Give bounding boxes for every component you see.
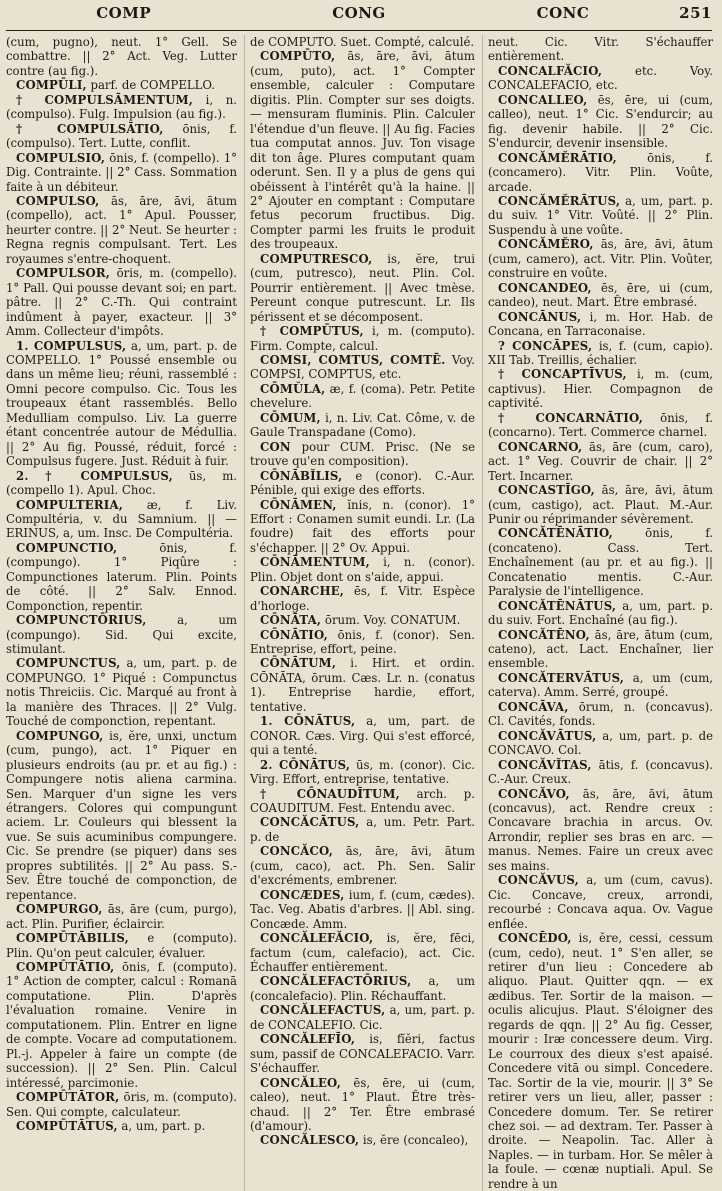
entry-headword: CONCALLEO,	[498, 92, 588, 107]
dictionary-entry	[488, 787, 713, 874]
dictionary-entry	[6, 1090, 237, 1119]
entry-text: arch. p. COAUDITUM. Fest. Entendu avec.	[250, 786, 475, 816]
dictionary-entry	[488, 237, 713, 280]
column-middle	[244, 35, 476, 1191]
entry-headword: CŌNĀBĬLIS,	[260, 468, 343, 483]
entry-headword: COMPŪTO,	[260, 49, 336, 64]
dictionary-entry	[488, 310, 713, 339]
entry-text: ās, āre (cum, caro), act. 1° Veg. Couvrir de chair. || 2° Tert. Incarner.	[488, 439, 713, 483]
entry-text: ās, āre, āvi, ātum (compello), act. 1° Apul. Pousser, heurter contre. || 2° Neut. Se heurter : Regna regnis compulsant. Tert. Les royaumes s'entre-choquent.	[6, 193, 237, 266]
entry-headword: CONARCHE,	[260, 584, 345, 599]
entry-text: a, um, part. p.	[117, 1118, 206, 1133]
entry-text: is, ĕre, trui (cum, putresco), neut. Plin. Col. Pourrir entièrement. || Avec tmèse. Pereunt conque putrescunt. Lr. Ils périssent et se décomposent.	[250, 251, 475, 324]
entry-headword: 2. CŌNĀTUS,	[260, 757, 351, 772]
entry-headword: COMPULSIO,	[16, 150, 106, 165]
entry-text: a, um, part. p. de COMPUNGO. 1° Piqué : Compunctus notis Threiciis. Cic. Marqué au front à la manière des Thraces. || 2° Vulg. Touché de componction, repentant.	[6, 656, 237, 729]
header-right: CONC	[536, 4, 590, 22]
entry-headword: CONCALFĂCIO,	[498, 63, 603, 78]
dictionary-entry	[488, 93, 713, 151]
entry-headword: CŌNĀTIO,	[260, 627, 328, 642]
entry-text: a, um, part. de CONOR. Cæs. Virg. Qui s'est efforcé, qui a tenté.	[250, 714, 475, 758]
dictionary-entry	[6, 1119, 237, 1133]
entry-headword: † CŌNAUDĪTUM,	[260, 786, 400, 801]
dictionary-entry	[250, 628, 475, 657]
entry-text: a, um (compungo). Sid. Qui excite, stimulant.	[6, 613, 237, 657]
entry-text: ōnis, f. (concateno). Cass. Tert. Enchaînement (au pr. et au fig.). || Concatenatio mentis. C.-Aur. Paralysie de l'intelligence.	[488, 526, 713, 599]
dictionary-entry	[250, 815, 475, 844]
entry-text: i, n. (conor). Plin. Objet dont on s'aide, appui.	[250, 555, 475, 584]
dictionary-entry	[488, 873, 713, 931]
entry-text: parf. de COMPELLO.	[86, 78, 215, 93]
entry-headword: † COMPŪTUS,	[260, 324, 364, 339]
entry-text: ās, āre, ātum (cum, cateno), act. Lact. Enchaîner, lier ensemble.	[488, 627, 713, 671]
dictionary-entry	[6, 613, 237, 656]
entry-text: i, n. (compulso). Fulg. Impulsion (au fig.).	[6, 92, 237, 122]
entry-text: ēs, ēre, ui (cum, candeo), neut. Mart. Être embrasé.	[488, 280, 713, 310]
entry-headword: CONCĂMĔRĀTUS,	[498, 193, 621, 208]
entry-headword: COMPULSOR,	[16, 266, 111, 281]
entry-text: is, ĕre (concaleo),	[359, 1133, 469, 1148]
dictionary-entry	[250, 1133, 475, 1147]
entry-text: æ, f. Liv. Compultéria, v. du Samnium. || — ERINUS, a, um. Insc. De Compultéria.	[6, 497, 237, 541]
entry-text: ūs, m. (compello 1). Apul. Choc.	[6, 468, 238, 498]
dictionary-entry	[6, 93, 237, 122]
dictionary-entry	[250, 469, 475, 498]
dictionary-entry	[250, 35, 475, 49]
entry-text: a, um, part. p. du suiv. Fort. Enchaîné (au fig.).	[488, 598, 713, 628]
dictionary-entry	[6, 469, 237, 498]
dictionary-entry	[250, 382, 475, 411]
entry-text: is, ĕre, fēci, factum (cum, calefacio), act. Cic. Échauffer entièrement.	[250, 931, 475, 974]
entry-text: ēs, ēre, ui (cum, caleo), neut. 1° Plaut. Être très-chaud. || 2° Ter. Être embrasé (d'amour).	[250, 1075, 475, 1133]
entry-text: ōnis, f. (conor). Sen. Entreprise, effort, peine.	[250, 627, 475, 657]
entry-text: ōris, m. (compello). 1° Pall. Qui pousse devant soi; en part. pâtre. || 2° C.-Th. Qui contraint indûment à payer, exacteur. || 3° Amm. Collecteur d'impôts.	[6, 266, 237, 339]
dictionary-entry	[250, 844, 475, 887]
dictionary-entry	[488, 281, 713, 310]
dictionary-entry	[6, 122, 237, 151]
entry-text: ās, āre, āvi, ātum (cum, camero), act. Vitr. Plin. Voûter, construire en voûte.	[488, 237, 713, 281]
dictionary-entry	[250, 584, 475, 613]
entry-text: ĭnis, n. (conor). 1° Effort : Conamen sumit eundi. Lr. (La foudre) fait des efforts pour s'échapper. || 2° Ov. Appui.	[250, 497, 475, 555]
entry-headword: † COMPULSĀMENTUM,	[16, 92, 193, 107]
entry-text: i, m. (computo). Firm. Compte, calcul.	[250, 324, 476, 353]
entry-text: a, um, part. p. de CONCALEFIO. Cic.	[250, 1003, 475, 1032]
dictionary-entry	[488, 671, 713, 700]
entry-headword: CONCĀVA,	[498, 699, 569, 714]
dictionary-entry	[250, 714, 475, 757]
dictionary-entry	[250, 411, 475, 440]
dictionary-entry	[250, 324, 475, 353]
entry-text: etc. Voy. CONCALEFACIO, etc.	[488, 63, 713, 93]
dictionary-entry	[6, 151, 237, 194]
entry-headword: CON	[260, 439, 291, 454]
entry-text: is, fĭĕri, factus sum, passif de CONCALEFACIO. Varr. S'échauffer.	[250, 1032, 475, 1076]
entry-text: ās, āre, āvi, ātum (cum, caco), act. Ph. Sen. Salir d'excréments, embrener.	[250, 844, 475, 888]
entry-headword: CONCANDEO,	[498, 280, 592, 295]
dictionary-entry	[250, 353, 475, 382]
entry-headword: COMPUNCTŌRIUS,	[16, 613, 147, 628]
entry-headword: COMPUNGO,	[16, 728, 104, 743]
entry-headword: CONCĂVĀTUS,	[498, 728, 597, 743]
entry-headword: CONCĀNUS,	[498, 309, 582, 324]
entry-text: a, um (cum, caterva). Amm. Serré, groupé.	[488, 670, 713, 700]
dictionary-entry	[488, 194, 713, 237]
running-head	[6, 4, 712, 30]
dictionary-entry	[488, 483, 713, 526]
entry-headword: † CONCARNĀTIO,	[498, 410, 643, 425]
entry-text: is, ĕre, unxi, unctum (cum, pungo), act. 1° Piquer en plusieurs endroits (au pr. et au fig.) : Compungere notis aliena carmina. Sen. Marquer d'un signe les vers étrangers. Colores qui compungunt aciem. Lr. Couleurs qui blessent la vue. Se suis acuminibus compungere. Cic. Se prendre (se piquer) dans ses propres subtilités. || 2° Au pass. S.-Sev. Être touché de componction, de repentance.	[6, 728, 237, 902]
entry-text: ōrum, n. (concavus). Cl. Cavités, fonds.	[488, 699, 713, 729]
entry-text: e (computo). Plin. Qu'on peut calculer, évaluer.	[6, 931, 237, 960]
entry-text: ās, āre, āvi, ātum (cum, castigo), act. Plaut. M.-Aur. Punir ou réprimander sévèrement.	[488, 483, 713, 526]
dictionary-entry	[488, 151, 713, 194]
entry-text: i, m. (cum, captivus). Hier. Compagnon de captivité.	[488, 367, 713, 411]
columns	[6, 35, 713, 1191]
dictionary-entry	[250, 787, 475, 816]
entry-headword: CONCĂTĒNĀTIO,	[498, 526, 613, 541]
dictionary-entry	[488, 339, 713, 368]
entry-text: ōnis, f. (compungo). 1° Piqûre : Compunctiones laterum. Plin. Points de côté. || 2° Salv. Ennod. Componction, repentir.	[6, 540, 237, 613]
entry-headword: COMPŪLI,	[16, 78, 87, 93]
entry-headword: † CONCAPTĪVUS,	[498, 367, 627, 382]
entry-text: ōris, m. (computo). Sen. Qui compte, calculateur.	[6, 1090, 237, 1119]
dictionary-entry	[6, 541, 237, 613]
dictionary-entry	[250, 49, 475, 251]
entry-headword: COMPŪTĀBILIS,	[16, 931, 129, 946]
entry-text: ōnis, f. (concarno). Tert. Commerce charnel.	[488, 410, 713, 440]
entry-text: æ, f. (coma). Petr. Petite chevelure.	[250, 381, 475, 411]
entry-headword: COMPULTERIA,	[16, 497, 123, 512]
entry-text: Voy. COMPSI, COMPTUS, etc.	[250, 352, 475, 382]
dictionary-entry	[250, 656, 475, 714]
dictionary-entry	[250, 1076, 475, 1134]
dictionary-entry	[488, 931, 713, 1191]
entry-headword: CONCĂMĔRO,	[498, 237, 594, 252]
header-right-group	[477, 4, 712, 22]
entry-headword: CONCÆDES,	[260, 887, 345, 902]
entry-headword: COMPUTRESCO,	[260, 251, 373, 266]
dictionary-entry	[488, 440, 713, 483]
entry-text: pour CUM. Prisc. (Ne se trouve qu'en composition).	[250, 439, 475, 469]
header-left: COMP	[96, 4, 152, 22]
entry-text: is, ĕre, cessi, cessum (cum, cedo), neut. 1° S'en aller, se retirer d'un lieu : Concedere ab aliquo. Plaut. Quitter qqn. — ex ædibus. Ter. Sortir de la maison. — oculis alicujus. Plaut. S'éloigner des regards de qqn. || 2° Au fig. Cesser, mourir : Iræ concessere deum. Virg. Le courroux des dieux s'est apaisé. Concedere vitā ou simpl. Concedere. Tac. Sortir de la vie, mourir. || 3° Se retirer vers un lieu, aller, passer : Concedere domum. Ter. Se retirer chez soi. — ad dextram. Ter. Passer à droite. — Neapolin. Tac. Aller à Naples. — in turbam. Hor. Se mêler à la foule. — cœnæ nuptiali. Apul. Se rendre à un	[488, 931, 713, 1191]
entry-headword: CŌNĀMENTUM,	[260, 555, 370, 570]
entry-headword: CONCĂLEO,	[260, 1075, 342, 1090]
dictionary-entry	[6, 194, 237, 266]
dictionary-entry	[6, 902, 237, 931]
entry-headword: 2. † COMPULSUS,	[16, 468, 173, 483]
dictionary-entry	[6, 266, 237, 338]
entry-headword: CONCĂCĀTUS,	[260, 815, 360, 830]
entry-headword: COMSI, COMTUS, COMTĒ.	[260, 352, 446, 367]
header-center: CONG	[332, 4, 386, 22]
entry-text: i. Hirt. et ordin. CŌNĀTA, ōrum. Cæs. Lr. n. (conatus 1). Entreprise hardie, effort, tentative.	[250, 656, 475, 714]
dictionary-entry	[250, 252, 475, 324]
dictionary-entry	[250, 931, 475, 974]
dictionary-entry	[6, 931, 237, 960]
dictionary-entry	[6, 339, 237, 469]
column-right	[482, 35, 714, 1191]
entry-text: ōnis, f. (concamero). Vitr. Plin. Voûte, arcade.	[488, 150, 713, 194]
entry-text: a, um (cum, cavus). Cic. Concave, creux, arrondi, recourbé : Concava aqua. Ov. Vague enflée.	[488, 873, 713, 931]
entry-text: a, um, part. p. de CONCAVO. Col.	[488, 728, 713, 758]
entry-text: ātis, f. (concavus). C.-Aur. Creux.	[488, 757, 713, 787]
dictionary-entry	[6, 498, 237, 541]
entry-headword: CONCĂLEFACTŌRIUS,	[260, 974, 412, 989]
entry-headword: COMPŪTĀTIO,	[16, 960, 115, 974]
entry-text: ās, āre (cum, purgo), act. Plin. Purifier, éclaircir.	[6, 902, 237, 931]
entry-headword: CŌMŬLA,	[260, 381, 326, 396]
dictionary-entry	[488, 367, 713, 410]
entry-headword: CONCĂLEFĪO,	[260, 1032, 356, 1047]
dictionary-entry	[6, 960, 237, 1090]
dictionary-entry	[6, 729, 237, 902]
header-rule	[6, 30, 712, 31]
entry-headword: CONCARNO,	[498, 439, 583, 454]
dictionary-entry	[6, 35, 237, 78]
entry-text: ōnis, f. (compulso). Tert. Lutte, conflit.	[6, 121, 237, 151]
entry-text: ūs, m. (conor). Cic. Virg. Effort, entreprise, tentative.	[250, 757, 475, 787]
dictionary-entry	[488, 64, 713, 93]
column-left	[6, 35, 238, 1191]
dictionary-entry	[488, 729, 713, 758]
dictionary-entry	[250, 440, 475, 469]
entry-text: a, um, part. p. de COMPELLO. 1° Poussé ensemble ou dans un même lieu; réuni, rassemblé : Omni pecore compulso. Cic. Tous les troupeaux étant rassemblés. Bello Medulliam compulso. Liv. La guerre étant concentrée autour de Médullia. || 2° Au fig. Poussé, réduit, forcé : Compulsus fugere. Just. Réduit à fuir.	[6, 338, 237, 469]
dictionary-entry	[488, 758, 713, 787]
entry-headword: CONCĂLEFĂCIO,	[260, 931, 374, 946]
entry-text: neut. Cic. Vitr. S'échauffer entièrement.	[488, 35, 713, 64]
entry-text: ās, āre, āvi, ātum (cum, puto), act. 1° Compter ensemble, calculer : Computare digitis. Plin. Compter sur ses doigts. — mensuram fluminis. Plin. Calculer l'étendue d'un fleuve. || Au fig. Facies tua computat annos. Juv. Ton visage dit ton âge. Plures computant quam oderunt. Sen. Il y a plus de gens qui obéissent à l'intérêt qu'à la haine. || 2° Ajouter en comptant : Computare fetus pecorum fructibus. Dig. Compter parmi les fruits le produit des troupeaux.	[250, 49, 475, 252]
entry-headword: CONCĂVUS,	[498, 873, 579, 888]
dictionary-entry	[250, 498, 475, 556]
entry-headword: † COMPULSĀTIO,	[16, 121, 164, 136]
entry-headword: COMPUNCTIO,	[16, 540, 118, 555]
dictionary-entry	[488, 700, 713, 729]
entry-headword: COMPŪTĀTUS,	[16, 1118, 118, 1133]
entry-headword: CŌNĀTUM,	[260, 656, 337, 671]
entry-text: ium, f. (cum, cædes). Tac. Veg. Abatis d'arbres. || Abl. sing. Concæde. Amm.	[250, 887, 475, 931]
entry-text: ōnis, f. (computo). 1° Action de compter, calcul : Romanā computatione. Plin. D'après l'évaluation romaine. Venire in computationem. Plin. Entrer en ligne de compte. Vocare ad computationem. Pl.-j. Appeler à faire un compte (de succession). || 2° Sen. Plin. Calcul intéressé, parcimonie.	[6, 960, 237, 1090]
dictionary-entry	[488, 526, 713, 598]
entry-headword: CONCĂMĔRĀTIO,	[498, 150, 617, 165]
entry-headword: COMPURGO,	[16, 902, 103, 917]
entry-headword: CŌMUM,	[260, 410, 321, 425]
entry-headword: CONCĂCO,	[260, 844, 334, 859]
entry-text: a, um, part. p. du suiv. 1° Vitr. Voûté. || 2° Plin. Suspendu à une voûte.	[488, 193, 713, 237]
dictionary-entry	[250, 1003, 475, 1032]
entry-text: ēs, f. Vitr. Espèce d'horloge.	[250, 584, 475, 613]
dictionary-entry	[488, 628, 713, 671]
entry-headword: ? CONCĀPES,	[498, 338, 593, 353]
entry-headword: COMPŪTĀTOR,	[16, 1090, 120, 1105]
entry-text: i, n. Liv. Cat. Côme, v. de Gaule Transpadane (Como).	[250, 410, 475, 440]
dictionary-entry	[250, 613, 475, 627]
entry-headword: CONCASTĪGO,	[498, 483, 595, 498]
entry-text: e (conor). C.-Aur. Pénible, qui exige des efforts.	[250, 468, 475, 498]
entry-text: i, m. Hor. Hab. de Concana, en Tarraconaise.	[488, 309, 713, 339]
entry-headword: COMPULSO,	[16, 193, 100, 208]
entry-text: (cum, pugno), neut. 1° Gell. Se combattre. || 2° Act. Veg. Lutter contre (au fig.).	[6, 35, 237, 78]
entry-headword: CONCĂTĒNĀTUS,	[498, 598, 617, 613]
entry-text: ōrum. Voy. CONATUM.	[321, 613, 461, 628]
dictionary-entry	[250, 888, 475, 931]
dictionary-entry	[250, 1032, 475, 1075]
entry-text: is, f. (cum, capio). XII Tab. Treillis, échalier.	[488, 338, 713, 367]
entry-headword: CONCĂTĒNO,	[498, 627, 590, 642]
page-number: 251	[679, 4, 712, 22]
entry-text: ēs, ēre, ui (cum, calleo), neut. 1° Cic. S'endurcir; au fig. devenir habile. || 2° Cic. S'endurcir, devenir insensible.	[488, 92, 713, 151]
dictionary-entry	[6, 656, 237, 728]
entry-headword: CONCĂLESCO,	[260, 1133, 360, 1148]
entry-headword: 1. CŌNĀTUS,	[260, 714, 356, 729]
entry-headword: CONCĂTERVĀTUS,	[498, 670, 625, 685]
entry-headword: CONCĒDO,	[498, 931, 572, 946]
dictionary-entry	[488, 35, 713, 64]
entry-headword: CONCĂVO,	[498, 786, 570, 801]
entry-headword: COMPUNCTUS,	[16, 656, 121, 671]
entry-text: a, um. Petr. Part. p. de	[250, 815, 475, 844]
dictionary-entry	[6, 78, 237, 92]
dictionary-entry	[250, 974, 475, 1003]
entry-headword: CŌNĀMEN,	[260, 497, 337, 512]
entry-headword: CONCĂLEFACTUS,	[260, 1003, 386, 1018]
entry-headword: 1. COMPULSUS,	[16, 338, 127, 353]
dictionary-entry	[250, 758, 475, 787]
entry-text: a, um (concalefacio). Plin. Réchauffant.	[250, 974, 475, 1003]
entry-headword: CONCĂVĬTAS,	[498, 757, 592, 772]
entry-headword: CŌNĀTA,	[260, 613, 322, 628]
dictionary-entry	[250, 555, 475, 584]
dictionary-entry	[488, 599, 713, 628]
dictionary-entry	[488, 411, 713, 440]
entry-text: ās, āre, āvi, ātum (concavus), act. Rendre creux : Concavare brachia in arcus. Ov. Arrondir, replier ses bras en arc. — manus. Nemes. Faire un creux avec ses mains.	[488, 786, 713, 873]
entry-text: ōnis, f. (compello). 1° Dig. Contrainte. || 2° Cass. Sommation faite à un débiteur.	[6, 150, 237, 194]
entry-text: de COMPUTO. Suet. Compté, calculé.	[250, 35, 475, 49]
